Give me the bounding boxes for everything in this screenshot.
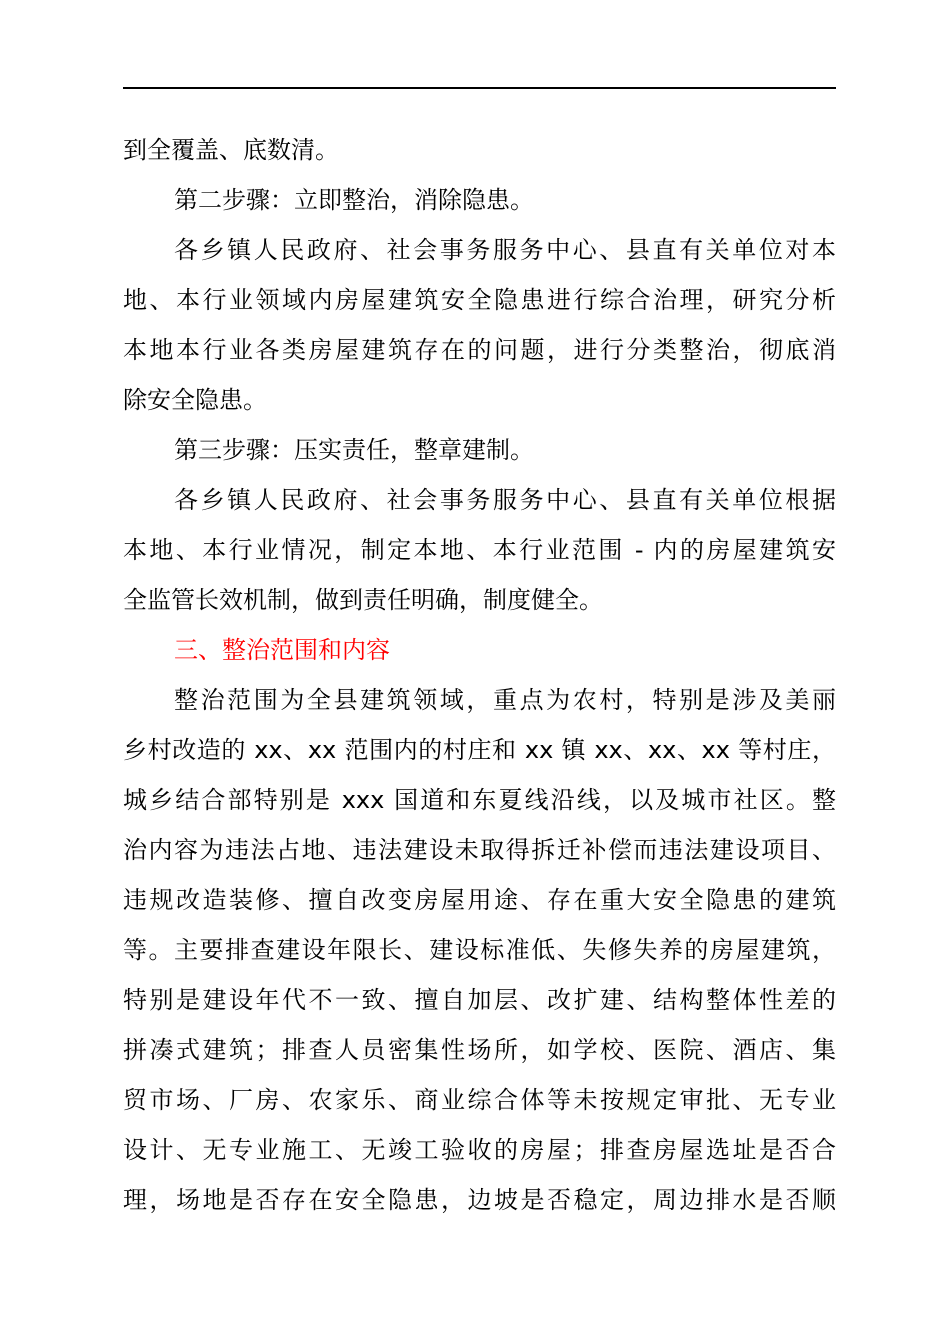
text-line: 本地、本行业情况，制定本地、本行业范围 - 内的房屋建筑安: [123, 536, 836, 564]
text-line: 除安全隐患。: [123, 386, 267, 414]
section-heading: 三、整治范围和内容: [174, 636, 390, 664]
text-line: 地、本行业领域内房屋建筑安全隐患进行综合治理，研究分析: [123, 286, 836, 314]
text-line: 贸市场、厂房、农家乐、商业综合体等未按规定审批、无专业: [123, 1086, 836, 1114]
text-line: 各乡镇人民政府、社会事务服务中心、县直有关单位对本: [174, 236, 836, 264]
text-line: 特别是建设年代不一致、擅自加层、改扩建、结构整体性差的: [123, 986, 836, 1014]
text-line: 乡村改造的 xx、xx 范围内的村庄和 xx 镇 xx、xx、xx 等村庄，: [123, 736, 836, 764]
text-line: 全监管长效机制，做到责任明确，制度健全。: [123, 586, 603, 614]
step-three-heading: 第三步骤：压实责任，整章建制。: [174, 436, 534, 464]
header-rule: [123, 87, 836, 89]
text-line: 违规改造装修、擅自改变房屋用途、存在重大安全隐患的建筑: [123, 886, 836, 914]
text-line: 城乡结合部特别是 xxx 国道和东夏线沿线，以及城市社区。整: [123, 786, 836, 814]
text-line: 理，场地是否存在安全隐患，边坡是否稳定，周边排水是否顺: [123, 1186, 836, 1214]
text-line: 治内容为违法占地、违法建设未取得拆迁补偿而违法建设项目、: [123, 836, 836, 864]
text-line: 设计、无专业施工、无竣工验收的房屋；排查房屋选址是否合: [123, 1136, 836, 1164]
text-line: 等。主要排查建设年限长、建设标准低、失修失养的房屋建筑，: [123, 936, 836, 964]
step-two-heading: 第二步骤：立即整治，消除隐患。: [174, 186, 534, 214]
document-body: [123, 125, 836, 1225]
text-line: 到全覆盖、底数清。: [123, 136, 339, 164]
text-line: 本地本行业各类房屋建筑存在的问题，进行分类整治，彻底消: [123, 336, 836, 364]
text-line: 拼凑式建筑；排查人员密集性场所，如学校、医院、酒店、集: [123, 1036, 836, 1064]
text-line: 整治范围为全县建筑领域，重点为农村，特别是涉及美丽: [174, 686, 836, 714]
text-line: 各乡镇人民政府、社会事务服务中心、县直有关单位根据: [174, 486, 836, 514]
